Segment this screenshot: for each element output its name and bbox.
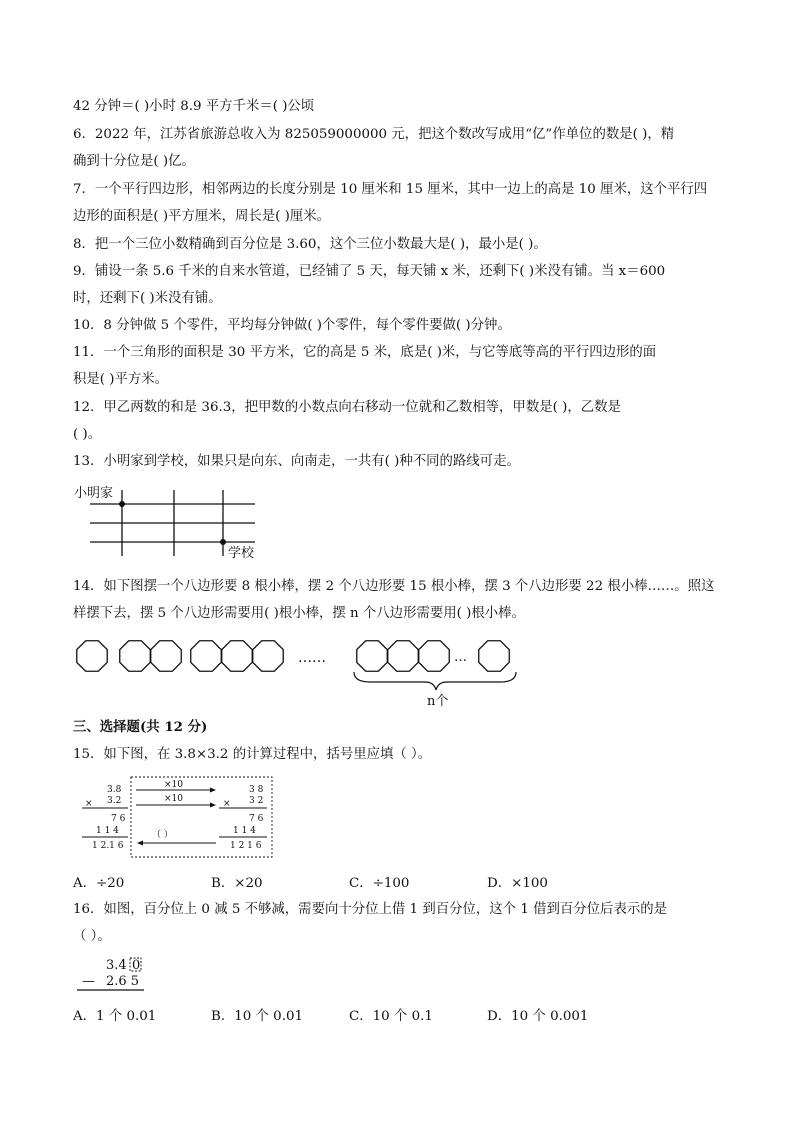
right-result: 1 2 1 6	[230, 841, 262, 851]
right-partial-1: 7 6	[249, 814, 264, 824]
octagon-sequence-figure	[70, 632, 530, 712]
left-multiplicand: 3.8	[107, 785, 122, 795]
question-12-line-2: ( )。	[73, 427, 102, 442]
octagon	[253, 641, 283, 671]
q16-option-d[interactable]: D．10 个 0.001	[487, 1009, 589, 1024]
ellipsis: ……	[298, 650, 326, 666]
subtrahend: 2.6 5	[106, 974, 140, 989]
q15-option-a[interactable]: A．÷20	[73, 876, 125, 891]
octagon	[479, 641, 509, 671]
home-label: 小明家	[74, 486, 114, 501]
boxed-digit: 0	[132, 958, 141, 973]
question-8: 8．把一个三位小数精确到百分位是 3.60，这个三位小数最大是( )，最小是( )。	[73, 237, 547, 252]
question-11-line-2: 积是( )平方米。	[73, 372, 169, 387]
octagon	[388, 641, 418, 671]
question-6-line-2: 确到十分位是( )亿。	[73, 154, 195, 169]
question-7-line-2: 边形的面积是( )平方厘米，周长是( )厘米。	[73, 209, 331, 224]
right-partial-2: 1 1 4	[233, 826, 256, 836]
octagon	[77, 641, 107, 671]
minus-sign: —	[82, 974, 95, 989]
line-unit-conversion: 42 分钟＝( )小时 8.9 平方千米＝( )公顷	[73, 99, 315, 114]
question-9-line-2: 时，还剩下( )米没有铺。	[73, 291, 222, 306]
q15-option-b[interactable]: B．×20	[211, 876, 263, 891]
school-dot	[220, 539, 226, 545]
octagon	[151, 641, 181, 671]
school-label: 学校	[228, 546, 255, 561]
back-arrow-label: （ ）	[152, 830, 173, 840]
q16-option-a[interactable]: A．1 个 0.01	[73, 1009, 157, 1024]
question-16-line-2: （ ）。	[73, 929, 111, 944]
octagon	[419, 641, 449, 671]
left-result: 1 2.1 6	[92, 841, 124, 851]
q15-option-c[interactable]: C．÷100	[349, 876, 410, 891]
right-multiplier: 3 2	[249, 796, 264, 806]
q16-option-c[interactable]: C．10 个 0.1	[349, 1009, 433, 1024]
question-14-line-1: 14．如下图摆一个八边形要 8 根小棒，摆 2 个八边形要 15 根小棒，摆 3 个八边形要 22 根小棒……。照这	[73, 579, 715, 594]
small-ellipsis: …	[454, 650, 467, 665]
octagon	[222, 641, 252, 671]
question-9-line-1: 9．铺设一条 5.6 千米的自来水管道，已经铺了 5 天，每天铺 x 米，还剩下( )米没有铺。当 x＝600	[73, 264, 666, 279]
q15-option-d[interactable]: D．×100	[487, 876, 548, 891]
arrow1-label: ×10	[164, 780, 183, 790]
arrow2-label: ×10	[164, 794, 183, 804]
question-14-line-2: 样摆下去，摆 5 个八边形需要用( )根小棒，摆 n 个八边形需要用( )根小棒。	[73, 606, 525, 621]
brace	[354, 672, 516, 690]
octagon	[191, 641, 221, 671]
question-12-line-1: 12．甲乙两数的和是 36.3，把甲数的小数点向右移动一位就和乙数相等，甲数是( )，乙数是	[73, 400, 621, 415]
section-3-title: 三、选择题(共 12 分)	[73, 719, 208, 735]
question-11-line-1: 11．一个三角形的面积是 30 平方米，它的高是 5 米，底是( )米，与它等底等高的平行四边形的面	[73, 345, 657, 360]
left-partial-2: 1 1 4	[96, 826, 119, 836]
left-partial-1: 7 6	[111, 814, 126, 824]
right-times-sign: ×	[223, 799, 231, 809]
home-dot	[119, 501, 125, 507]
left-times-sign: ×	[85, 799, 93, 809]
q16-option-b[interactable]: B．10 个 0.01	[211, 1009, 303, 1024]
question-10: 10．8 分钟做 5 个零件，平均每分钟做( )个零件，每个零件要做( )分钟。	[73, 318, 511, 333]
question-16-line-1: 16．如图，百分位上 0 减 5 不够减，需要向十分位上借 1 到百分位，这个 1 借到百分位后表示的是	[73, 902, 668, 917]
multiplication-figure	[78, 775, 278, 860]
route-grid-figure	[70, 478, 270, 568]
minuend: 3.4	[106, 958, 127, 973]
right-multiplicand: 3 8	[249, 785, 264, 795]
octagon	[120, 641, 150, 671]
question-13: 13．小明家到学校，如果只是向东、向南走，一共有( )种不同的路线可走。	[73, 454, 520, 469]
question-15: 15．如下图，在 3.8×3.2 的计算过程中，括号里应填（ ）。	[73, 747, 432, 762]
n-label: n个	[427, 694, 449, 709]
left-multiplier: 3.2	[107, 796, 122, 806]
question-7-line-1: 7．一个平行四边形，相邻两边的长度分别是 10 厘米和 15 厘米，其中一边上的高是 10 厘米，这个平行四	[73, 182, 708, 197]
question-6-line-1: 6．2022 年，江苏省旅游总收入为 825059000000 元，把这个数改写成用“亿”作单位的数是( )，精	[73, 127, 675, 142]
octagon	[357, 641, 387, 671]
subtraction-figure	[74, 955, 154, 995]
